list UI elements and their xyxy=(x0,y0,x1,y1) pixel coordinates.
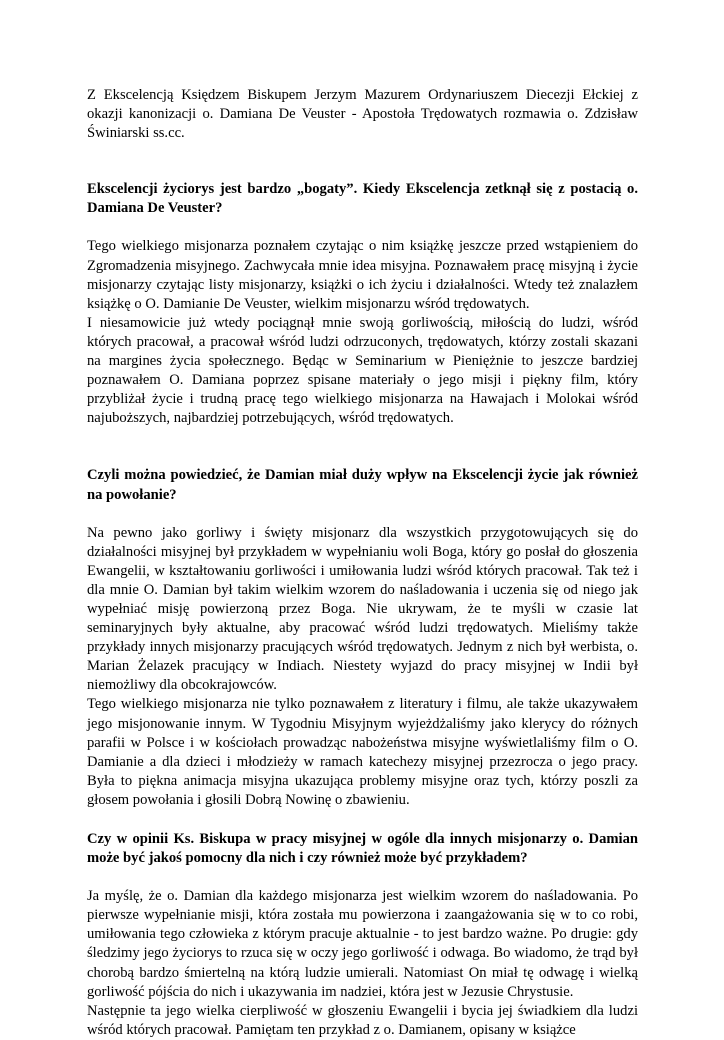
intro-paragraph: Z Ekscelencją Księdzem Biskupem Jerzym Mazurem Ordynariuszem Diecezji Ełckiej z okazji kanonizacji o. Damiana De Veuster - Apostoła Trędowatych rozmawia o. Zdzisław Świniarski ss.cc. xyxy=(87,87,638,142)
question-3: Czy w opinii Ks. Biskupa w pracy misyjnej w ogóle dla innych misjonarzy o. Damian może być jakoś pomocny dla nich i czy również może być przykładem? xyxy=(87,831,638,867)
answer-2-paragraph-1: Na pewno jako gorliwy i święty misjonarz dla wszystkich przygotowujących się do działalności misyjnej był przykładem w wypełnianiu woli Boga, który go posłał do głoszenia Ewangelii, w kształtowaniu gorliwości i umiłowania ludzi wśród których pracował. Tak też i dla mnie O. Damian był takim wielkim wzorem do naśladowania i uczenia się od niego jak wypełniać misję powierzoną przez Boga. Nie ukrywam, że te myśli w czasie lat seminaryjnych były aktualne, aby pracować wśród ludzi trędowatych. Mieliśmy także przykłady innych misjonarzy pracujących wśród trędowatych. Jednym z nich był werbista, o. Marian Żelazek pracujący w Indiach. Niestety wyjazd do pracy misyjnej w Indii był niemożliwy dla obcokrajowców. xyxy=(87,524,638,694)
section-spacer xyxy=(87,810,638,830)
answer-1-paragraph-1: Tego wielkiego misjonarza poznałem czytając o nim książkę jeszcze przed wstąpieniem do Zgromadzenia misyjnego. Zachwycała mnie idea misyjna. Poznawałem pracę misyjną i życie misjonarzy czytając listy misjonarzy, książki o ich życiu i działalności. Wtedy też znalazłem książkę o O. Damianie De Veuster, wielkim misjonarzu wśród trędowatych. xyxy=(87,238,638,312)
document-body xyxy=(87,86,638,1040)
question-1: Ekscelencji życiorys jest bardzo „bogaty”. Kiedy Ekscelencja zetknął się z postacią o. Damiana De Veuster? xyxy=(87,181,638,217)
answer-1-paragraph-2: I niesamowicie już wtedy pociągnął mnie swoją gorliwością, miłością do ludzi, wśród których pracował, a pracował wśród ludzi odrzuconych, trędowatych, którzy zostali skazani na margines życia społecznego. Będąc w Seminarium w Pieniężnie to jeszcze bardziej poznawałem O. Damiana poprzez spisane materiały o jego misji i piękny film, który przybliżał życie i trudną pracę tego wielkiego misjonarza na Hawajach i Molokai wśród najuboższych, najbardziej potrzebujących, wśród trędowatych. xyxy=(87,314,638,427)
question-2: Czyli można powiedzieć, że Damian miał duży wpływ na Ekscelencji życie jak również na powołanie? xyxy=(87,467,638,503)
answer-3-paragraph-1: Ja myślę, że o. Damian dla każdego misjonarza jest wielkim wzorem do naśladowania. Po pierwsze wypełnianie misji, która została mu powierzona i zaangażowania się w to co robi, umiłowania tego człowieka z którym pracuje aktualnie - to jest bardzo ważne. Po drugie: gdy śledzimy jego życiorys to rzuca się w oczy jego gorliwość i odwaga. Bo wiadomo, że trąd był chorobą bardzo śmiertelną na którą ludzie umierali. Natomiast On miał tę odwagę i wielką gorliwość pójścia do nich i ukazywania im nadziei, która jest w Jezusie Chrystusie. xyxy=(87,888,638,1000)
answer-3-paragraph-2: Następnie ta jego wielka cierpliwość w głoszeniu Ewangelii i bycia jej świadkiem dla ludzi wśród których pracował. Pamiętam ten przykład z o. Damianem, opisany w książce xyxy=(87,1002,638,1038)
section-spacer xyxy=(87,428,638,466)
answer-2-paragraph-2: Tego wielkiego misjonarza nie tylko poznawałem z literatury i filmu, ale także ukazywałem jego misjonowanie innym. W Tygodniu Misyjnym wyjeżdżaliśmy jako klerycy do różnych parafii w Polsce i w kościołach prowadząc nabożeństwa misyjne wyświetlaliśmy film o O. Damianie a dla dzieci i młodzieży w ramach katechezy misyjnej przezrocza o jego pracy. Była to piękna animacja misyjna ukazująca problemy misyjne oraz tych, którzy poszli za głosem powołania i głosili Dobrą Nowinę o zbawieniu. xyxy=(87,696,638,808)
